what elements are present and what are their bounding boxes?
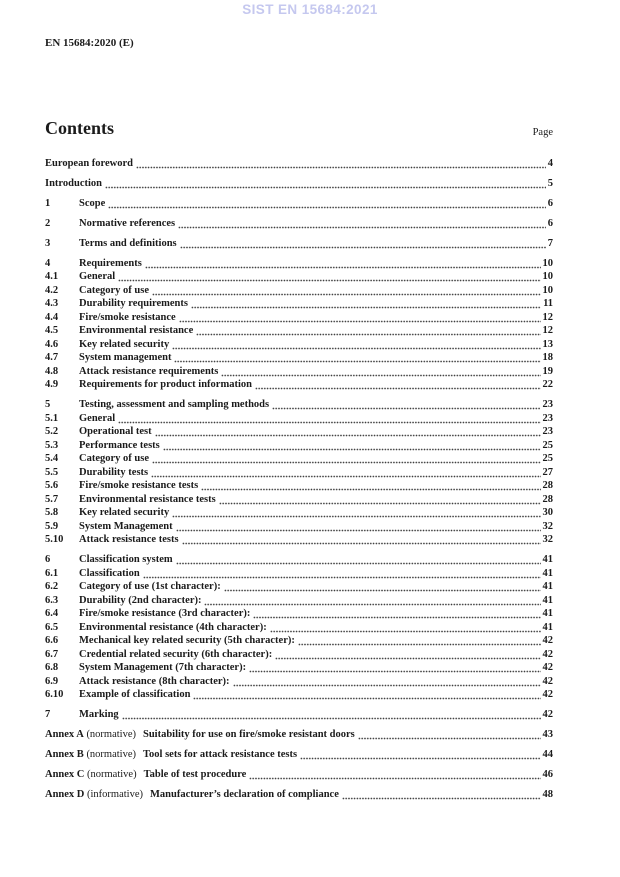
dot-leader	[136, 166, 546, 169]
dot-leader	[249, 777, 540, 780]
toc-entry-label: Marking	[79, 709, 119, 720]
toc-entry	[45, 553, 553, 567]
dot-leader	[118, 421, 540, 424]
toc-entry	[45, 708, 553, 722]
toc-entry-label: Durability (2nd character):	[79, 594, 202, 606]
toc-entry-label: Performance tests	[79, 439, 160, 451]
toc-annex-qualifier: (normative)	[86, 729, 136, 740]
toc-entry	[45, 675, 553, 689]
toc-annex-qualifier: (normative)	[86, 749, 136, 760]
toc-entry-label: Environmental resistance tests	[79, 493, 216, 505]
toc-entry-page: 42	[542, 635, 553, 646]
toc-entry-number: 6.9	[45, 675, 59, 687]
toc-entry-page: 23	[542, 412, 553, 424]
dot-leader	[219, 502, 541, 505]
toc-entry-number: 5.9	[45, 520, 59, 532]
toc-entry	[45, 452, 553, 466]
toc-entry-label: Credential related security (6th character):	[79, 648, 273, 660]
toc-entry	[45, 439, 553, 453]
watermark-text: SIST EN 15684:2021	[242, 2, 378, 17]
toc-entry	[45, 297, 553, 311]
toc-entry-label: European foreword	[45, 157, 133, 169]
toc-entry	[45, 661, 553, 675]
toc-entry-number: 5.2	[45, 426, 59, 437]
toc-entry-page: 48	[542, 789, 553, 800]
toc-entry-number: 1	[45, 197, 51, 209]
dot-leader	[176, 562, 541, 565]
dot-leader	[275, 657, 540, 660]
toc-entry-number: 5.5	[45, 466, 59, 478]
toc-entry-label: Attack resistance tests	[79, 534, 179, 545]
toc-entry-number: 5.10	[45, 534, 64, 545]
toc-entry-page: 10	[542, 284, 553, 296]
toc-entry-number: 3	[45, 237, 51, 249]
toc-entry-label: Mechanical key related security (5th character):	[79, 635, 295, 646]
toc-entry-label: Category of use (1st character):	[79, 581, 221, 592]
dot-leader	[151, 475, 540, 478]
toc-entry-page: 28	[542, 480, 553, 491]
toc-entry	[45, 493, 553, 507]
toc-entry-page: 41	[542, 594, 553, 606]
dot-leader	[172, 515, 540, 518]
toc-entry	[45, 197, 553, 211]
toc-entry-label: System management	[79, 352, 172, 363]
toc-entry-number: 6.4	[45, 608, 59, 619]
toc-entry-page: 32	[542, 520, 553, 532]
toc-entry-label: Fire/smoke resistance tests	[79, 480, 199, 491]
toc-entry-label: Fire/smoke resistance (3rd character):	[79, 608, 251, 619]
toc-entry-number: 5.8	[45, 507, 59, 518]
toc-entry-label: General	[79, 412, 116, 424]
toc-entry	[45, 748, 553, 762]
dot-leader	[249, 670, 540, 673]
dot-leader	[180, 246, 546, 249]
toc-entry-number: 6.10	[45, 689, 64, 700]
toc-entry	[45, 157, 553, 171]
toc-annex-qualifier: (informative)	[87, 789, 143, 800]
toc-entry-label: Scope	[79, 197, 106, 209]
toc-entry-number: 5.3	[45, 439, 59, 451]
toc-entry	[45, 788, 553, 802]
toc-entry-page: 42	[542, 709, 553, 720]
toc-entry-number: 5.7	[45, 493, 59, 505]
toc-entry	[45, 466, 553, 480]
toc-entry-label: Classification	[79, 567, 140, 579]
toc-entry	[45, 594, 553, 608]
toc-entry-number: 4	[45, 257, 51, 269]
toc-entry-label: Fire/smoke resistance	[79, 311, 176, 323]
toc-entry-number: 5.4	[45, 453, 59, 464]
toc-entry-page: 42	[542, 675, 553, 687]
toc-entry-label: Durability requirements	[79, 298, 188, 309]
dot-leader	[179, 320, 541, 323]
toc-annex-prefix: Annex C	[45, 769, 85, 780]
toc-entry	[45, 284, 553, 298]
dot-leader	[152, 461, 541, 464]
toc-entry-label: Requirements	[79, 257, 142, 269]
toc-entry-label: Classification system	[79, 554, 173, 565]
toc-entry-page: 43	[542, 729, 553, 740]
toc-entry	[45, 425, 553, 439]
toc-entry	[45, 237, 553, 251]
dot-leader	[176, 529, 541, 532]
toc-entry	[45, 398, 553, 412]
toc-entry	[45, 533, 553, 547]
toc-entry-number: 5.1	[45, 412, 59, 424]
dot-leader	[174, 360, 540, 363]
toc-entry-page: 25	[542, 453, 553, 464]
toc-entry-label: Tool sets for attack resistance tests	[143, 749, 298, 760]
dot-leader	[118, 279, 540, 282]
toc-entry-page: 4	[547, 157, 553, 169]
dot-leader	[233, 684, 541, 687]
toc-entry-number: 5.6	[45, 480, 59, 491]
dot-leader	[221, 374, 540, 377]
dot-leader	[204, 603, 540, 606]
dot-leader	[358, 737, 541, 740]
toc-entry-page: 30	[542, 507, 553, 518]
toc-entry	[45, 378, 553, 392]
toc-entry-label: Requirements for product information	[79, 379, 252, 390]
dot-leader	[163, 448, 541, 451]
toc-entry-page: 41	[542, 621, 553, 633]
toc-entry-page: 46	[542, 769, 553, 780]
toc-entry-page: 32	[542, 534, 553, 545]
toc-entry	[45, 648, 553, 662]
toc-annex-prefix: Annex A	[45, 729, 84, 740]
dot-leader	[270, 630, 541, 633]
dot-leader	[224, 589, 541, 592]
toc-entry-page: 42	[542, 662, 553, 673]
toc-entry	[45, 365, 553, 379]
dot-leader	[178, 226, 546, 229]
toc-entry-label: Operational test	[79, 426, 152, 437]
dot-leader	[193, 697, 540, 700]
toc-entry-page: 41	[542, 567, 553, 579]
toc-entry-label: Key related security	[79, 338, 170, 350]
toc-entry-page: 11	[543, 298, 553, 309]
toc-entry-page: 42	[542, 689, 553, 700]
toc-entry-label: Normative references	[79, 217, 176, 229]
dot-leader	[342, 797, 541, 800]
toc-entry-page: 42	[542, 648, 553, 660]
dot-leader	[172, 347, 540, 350]
toc-entry-page: 41	[542, 554, 553, 565]
dot-leader	[155, 434, 541, 437]
toc-entry	[45, 621, 553, 635]
toc-entry-page: 41	[542, 581, 553, 592]
toc-entry-number: 4.8	[45, 365, 59, 377]
toc-entry	[45, 217, 553, 231]
toc-entry-page: 19	[542, 365, 553, 377]
toc-entry-page: 28	[542, 493, 553, 505]
toc-entry-page: 7	[547, 237, 553, 249]
dot-leader	[108, 206, 546, 209]
toc-entry-number: 6.5	[45, 621, 59, 633]
toc-entry-label: Table of test procedure	[143, 769, 247, 780]
toc-entry	[45, 607, 553, 621]
toc-entry-label: Key related security	[79, 507, 170, 518]
toc-entry	[45, 768, 553, 782]
toc-entry-label: Category of use	[79, 284, 149, 296]
toc-entry-number: 7	[45, 709, 51, 720]
toc-entry-number: 4.5	[45, 325, 59, 336]
dot-leader	[143, 576, 541, 579]
toc-entry	[45, 338, 553, 352]
toc-entry-page: 18	[542, 352, 553, 363]
toc-entry-page: 13	[542, 338, 553, 350]
toc-entry-label: Manufacturer’s declaration of compliance	[150, 789, 339, 800]
toc-entry-page: 10	[542, 271, 553, 282]
dot-leader	[201, 488, 540, 491]
toc-entry-page: 6	[547, 197, 553, 209]
toc-entry-page: 23	[542, 399, 553, 410]
toc-entry-number: 4.4	[45, 311, 59, 323]
page-column-label: Page	[532, 127, 553, 138]
toc-entry	[45, 351, 553, 365]
toc-entry	[45, 580, 553, 594]
toc-entry-label: System Management (7th character):	[79, 662, 247, 673]
toc-entry-number: 6.7	[45, 648, 59, 660]
toc-entry-page: 25	[542, 439, 553, 451]
toc-entry	[45, 520, 553, 534]
toc-annex-prefix: Annex D	[45, 789, 85, 800]
contents-header	[45, 118, 553, 139]
toc-entry-page: 27	[542, 466, 553, 478]
dot-leader	[145, 266, 541, 269]
toc-entry-label: Environmental resistance (4th character):	[79, 621, 267, 633]
toc-entry-page: 12	[542, 325, 553, 336]
toc-entry-label: Durability tests	[79, 466, 149, 478]
toc-list	[45, 150, 553, 802]
toc-entry-number: 4.3	[45, 298, 59, 309]
toc-entry-label: System Management	[79, 520, 173, 532]
toc-annex-prefix: Annex B	[45, 749, 84, 760]
dot-leader	[196, 333, 540, 336]
toc-entry	[45, 479, 553, 493]
toc-entry-number: 4.6	[45, 338, 59, 350]
toc-entry	[45, 270, 553, 284]
toc-entry-page: 6	[547, 217, 553, 229]
toc-entry-page: 44	[542, 749, 553, 760]
toc-entry	[45, 311, 553, 325]
toc-entry-label: Introduction	[45, 177, 102, 189]
dot-leader	[191, 306, 541, 309]
toc-entry-number: 6	[45, 554, 51, 565]
toc-entry-label: Example of classification	[79, 689, 191, 700]
toc-entry	[45, 506, 553, 520]
toc-entry-number: 6.6	[45, 635, 59, 646]
document-reference: EN 15684:2020 (E)	[45, 37, 134, 49]
toc-entry	[45, 257, 553, 271]
toc-entry	[45, 634, 553, 648]
dot-leader	[122, 717, 541, 720]
toc-entry-number: 4.2	[45, 284, 59, 296]
toc-entry-number: 4.1	[45, 271, 59, 282]
dot-leader	[253, 616, 540, 619]
toc-entry-number: 4.7	[45, 352, 59, 363]
toc-entry-number: 2	[45, 217, 51, 229]
toc-entry-page: 12	[542, 311, 553, 323]
toc-entry-number: 6.1	[45, 567, 59, 579]
toc-entry-label: Testing, assessment and sampling methods	[79, 399, 270, 410]
toc-annex-qualifier: (normative)	[87, 769, 137, 780]
dot-leader	[298, 643, 541, 646]
toc-entry-page: 5	[547, 177, 553, 189]
toc-entry-number: 6.3	[45, 594, 59, 606]
toc-entry-number: 4.9	[45, 379, 59, 390]
toc-entry	[45, 177, 553, 191]
toc-entry-number: 6.8	[45, 662, 59, 673]
toc-entry-page: 41	[542, 608, 553, 619]
toc-entry-label: Suitability for use on fire/smoke resistant doors	[143, 729, 355, 740]
toc-entry-number: 5	[45, 399, 51, 410]
toc-entry-label: Category of use	[79, 453, 149, 464]
toc-entry-label: General	[79, 271, 116, 282]
toc-entry-number: 6.2	[45, 581, 59, 592]
dot-leader	[105, 186, 546, 189]
toc-entry	[45, 324, 553, 338]
dot-leader	[255, 387, 541, 390]
toc-entry-page: 22	[542, 379, 553, 390]
toc-entry-page: 10	[542, 257, 553, 269]
dot-leader	[182, 542, 541, 545]
toc-entry	[45, 412, 553, 426]
toc-entry	[45, 728, 553, 742]
dot-leader	[272, 407, 540, 410]
dot-leader	[300, 757, 540, 760]
toc-entry-page: 23	[542, 426, 553, 437]
toc-entry	[45, 688, 553, 702]
toc-entry-label: Environmental resistance	[79, 325, 194, 336]
toc-entry-label: Attack resistance (8th character):	[79, 675, 230, 687]
dot-leader	[152, 293, 541, 296]
contents-title: Contents	[45, 118, 115, 138]
toc-entry-label: Attack resistance requirements	[79, 365, 219, 377]
toc-entry	[45, 567, 553, 581]
toc-entry-label: Terms and definitions	[79, 237, 177, 249]
